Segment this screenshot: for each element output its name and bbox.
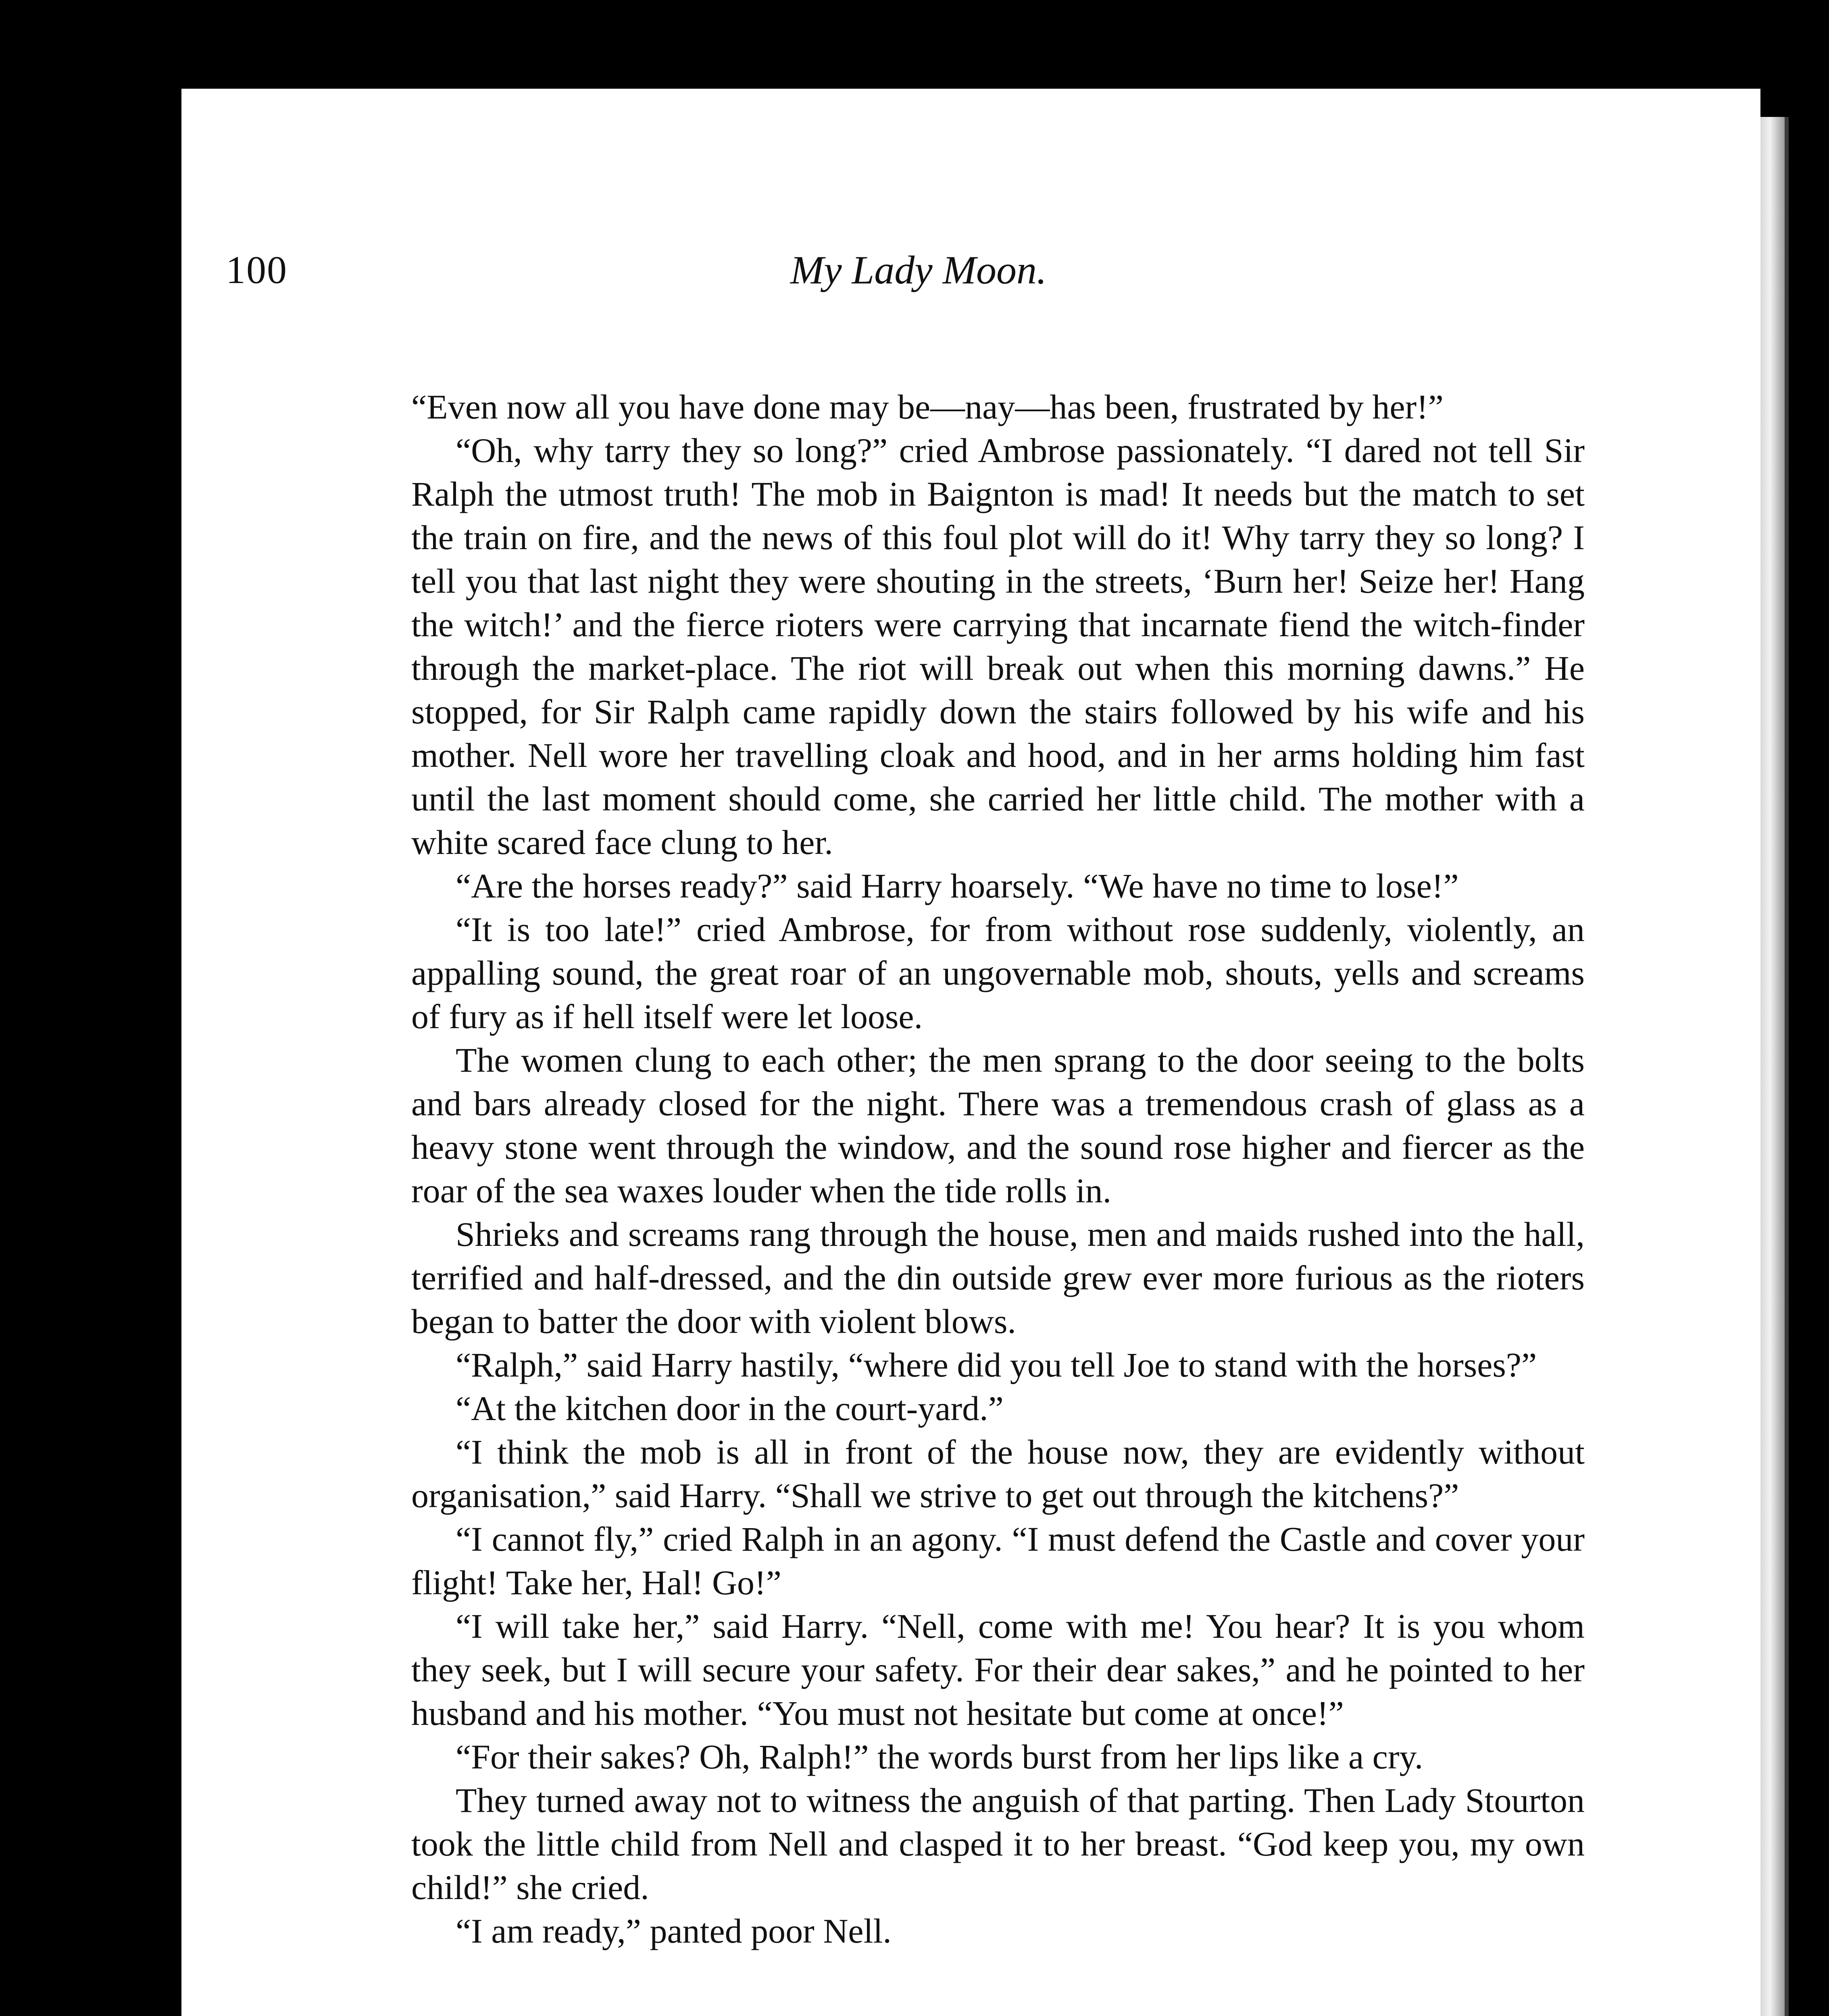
paragraph: “At the kitchen door in the court-yard.” xyxy=(456,1389,1004,1428)
page-number: 100 xyxy=(226,248,287,292)
paragraph: “It is too late!” cried Ambrose, for from without rose suddenly, violently, an appalling sound, the great roar of an ungovernable mob, shouts, yells and screams of fury as if hell itself were let loose. xyxy=(411,910,1585,1036)
page-header xyxy=(226,242,1611,298)
paragraph: “Are the horses ready?” said Harry hoarsely. “We have no time to lose!” xyxy=(456,866,1459,905)
paragraph: “I think the mob is all in front of the house now, they are evidently without organisation,” said Harry. “Shall we strive to get out through the kitchens?” xyxy=(411,1433,1585,1515)
paragraph: “I am ready,” panted poor Nell. xyxy=(456,1912,892,1950)
paragraph: “Even now all you have done may be—nay—has been, frustrated by her!” xyxy=(411,387,1444,426)
paragraph: Shrieks and screams rang through the house, men and maids rushed into the hall, terrified and half-dressed, and the din outside grew ever more furious as the rioters began to batter the door with violent blows. xyxy=(411,1215,1585,1341)
paragraph: “Ralph,” said Harry hastily, “where did you tell Joe to stand with the horses?” xyxy=(456,1345,1537,1384)
paragraph: “I will take her,” said Harry. “Nell, come with me! You hear? It is you whom they seek, but I will secure your safety. For their dear sakes,” and he pointed to her husband and his mother. “You must not hesitate but come at once!” xyxy=(411,1607,1585,1733)
page-edge-shadow xyxy=(1785,117,1789,2016)
running-title: My Lady Moon. xyxy=(790,248,1047,292)
paragraph: They turned away not to witness the anguish of that parting. Then Lady Stourton took the little child from Nell and clasped it to her breast. “God keep you, my own child!” she cried. xyxy=(411,1781,1585,1907)
page-edge xyxy=(1760,117,1785,2016)
paragraph: “For their sakes? Oh, Ralph!” the words burst from her lips like a cry. xyxy=(456,1737,1423,1776)
body-text xyxy=(411,385,1585,1953)
paragraph: The women clung to each other; the men sprang to the door seeing to the bolts and bars already closed for the night. There was a tremendous crash of glass as a heavy stone went through the window, and the sound rose higher and fiercer as the roar of the sea waxes louder when the tide rolls in. xyxy=(411,1041,1585,1210)
paragraph: “I cannot fly,” cried Ralph in an agony. “I must defend the Castle and cover your flight! Take her, Hal! Go!” xyxy=(411,1520,1585,1602)
paragraph: “Oh, why tarry they so long?” cried Ambrose passionately. “I dared not tell Sir Ralph the utmost truth! The mob in Baignton is mad! It needs but the match to set the train on fire, and the news of this foul plot will do it! Why tarry they so long? I tell you that last night they were shouting in the streets, ‘Burn her! Seize her! Hang the witch!’ and the fierce rioters were carrying that incarnate fiend the witch-finder through the market-place. The riot will break out when this morning dawns.” He stopped, for Sir Ralph came rapidly down the stairs followed by his wife and his mother. Nell wore her travelling cloak and hood, and in her arms holding him fast until the last moment should come, she carried her little child. The mother with a white scared face clung to her. xyxy=(411,431,1585,862)
